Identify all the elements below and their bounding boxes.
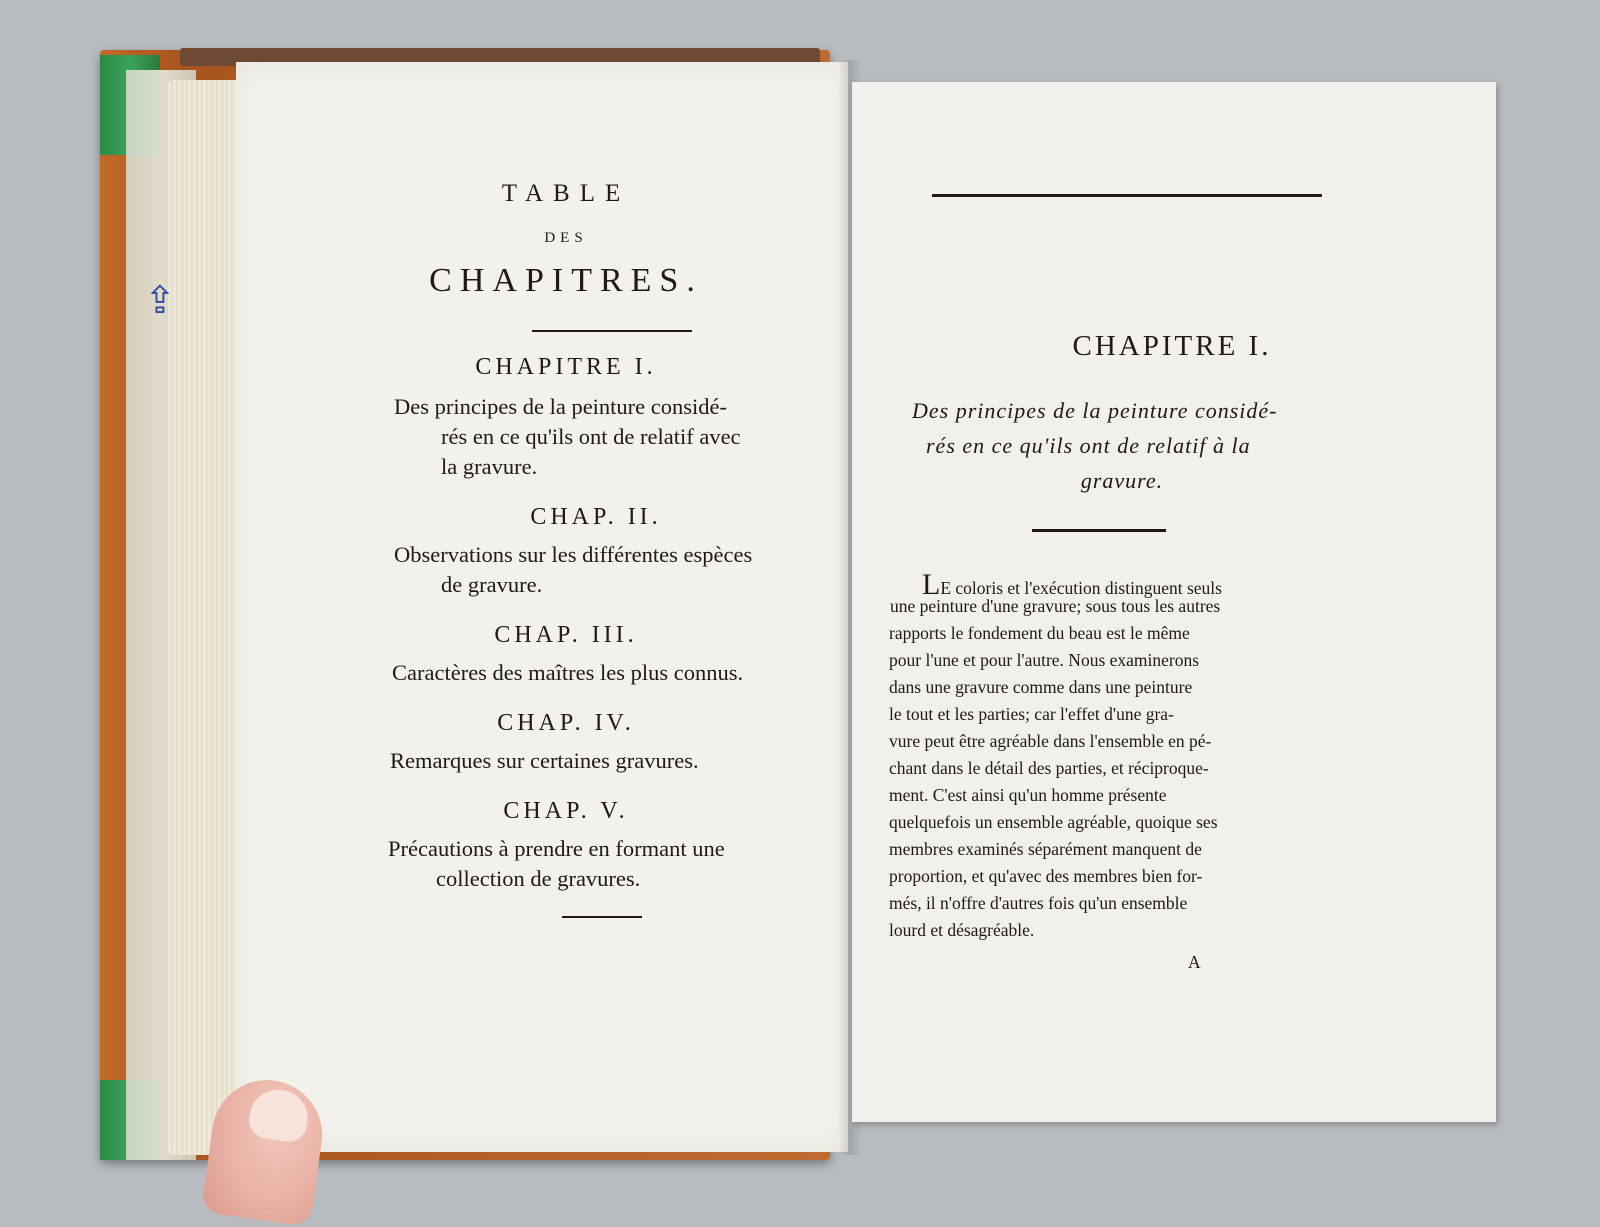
toc-chapter-label: CHAP. V. xyxy=(503,798,629,824)
toc-heading-table: TABLE xyxy=(501,180,631,207)
signature-mark: A xyxy=(1188,952,1201,972)
toc-chapter-label: CHAPITRE I. xyxy=(475,354,657,380)
body-line: E coloris et l'exécution distinguent seuls xyxy=(940,578,1222,598)
toc-entry-line: collection de gravures. xyxy=(436,866,641,891)
body-line: pour l'une et pour l'autre. Nous examinerons xyxy=(889,650,1200,670)
body-line: proportion, et qu'avec des membres bien for- xyxy=(889,866,1203,886)
toc-heading-rule xyxy=(532,330,692,332)
right-page[interactable] xyxy=(852,82,1496,1122)
toc-chapter-label: CHAP. II. xyxy=(530,504,662,530)
body-line: vure peut être agréable dans l'ensemble en pé- xyxy=(889,731,1212,751)
toc-chapter-label: CHAP. IV. xyxy=(497,710,635,736)
toc-end-rule xyxy=(562,916,642,918)
body-line: lourd et désagréable. xyxy=(889,920,1035,940)
body-line: rapports le fondement du beau est le même xyxy=(889,623,1190,643)
chapter-heading: CHAPITRE I. xyxy=(1072,330,1272,362)
body-line: une peinture d'une gravure; sous tous les autres xyxy=(890,596,1221,616)
body-line: ment. C'est ainsi qu'un homme présente xyxy=(889,785,1167,805)
toc-entry-line: rés en ce qu'ils ont de relatif avec xyxy=(441,424,741,449)
body-line: le tout et les parties; car l'effet d'une gra- xyxy=(889,704,1174,724)
chapter-subtitle-rule xyxy=(1032,529,1166,532)
chapter-top-rule xyxy=(932,194,1322,197)
chapter-subtitle-line: rés en ce qu'ils ont de relatif à la xyxy=(926,433,1251,458)
body-line: membres examinés séparément manquent de xyxy=(889,839,1202,859)
toc-chapter-label: CHAP. III. xyxy=(494,622,638,648)
body-line: dans une gravure comme dans une peinture xyxy=(889,677,1193,697)
bookplate-mark-icon: ⇪ xyxy=(144,278,176,322)
toc-entry-line: Caractères des maîtres les plus connus. xyxy=(392,660,744,685)
toc-entry-line: la gravure. xyxy=(441,454,538,479)
chapter-subtitle-line: Des principes de la peinture considé- xyxy=(912,398,1278,423)
drop-cap: L xyxy=(922,568,941,601)
toc-entry-line: Remarques sur certaines gravures. xyxy=(390,748,699,773)
toc-heading-des: DES xyxy=(544,230,588,246)
body-line: chant dans le détail des parties, et réciproque- xyxy=(889,758,1209,778)
toc-entry-line: Des principes de la peinture considé- xyxy=(394,394,728,419)
chapter-subtitle-line: gravure. xyxy=(1080,468,1164,493)
body-line: quelquefois un ensemble agréable, quoique ses xyxy=(889,812,1218,832)
left-page[interactable] xyxy=(236,62,848,1152)
toc-heading-chapitres: CHAPITRES. xyxy=(429,262,703,299)
toc-entry-line: Observations sur les différentes espèces xyxy=(394,542,753,567)
toc-entry-line: de gravure. xyxy=(441,572,543,597)
body-line: més, il n'offre d'autres fois qu'un ensemble xyxy=(889,893,1188,913)
toc-entry-line: Précautions à prendre en formant une xyxy=(388,836,725,861)
